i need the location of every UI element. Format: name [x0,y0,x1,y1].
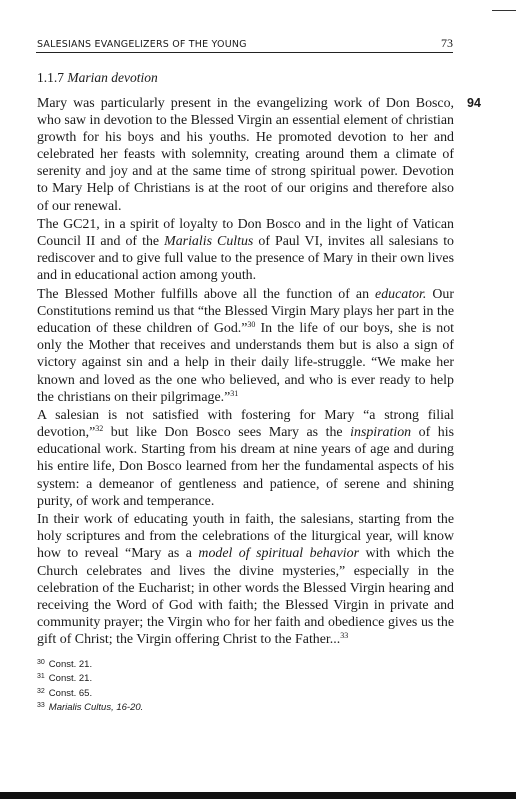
italic-text: model of spiritual behavior [198,546,359,562]
footnote-reference: 32 [95,424,104,434]
paragraph-text: of his educational work. Starting from his dream at nine years of age and during his entire life, Don Bosco learned from her the fundamental aspects of his system: a demeanor of gentleness and patience, of serene and shining purity, of work and temperance. [37,425,454,509]
paragraph-text: The Blessed Mother fulfills above all the function of an [37,287,376,303]
footnote-text: Const. 21. [48,673,93,685]
paragraph-text: A salesian is not satisfied with fostering for Mary “a strong filial devotion,” [37,408,454,441]
footnote-mark: 32 [37,687,45,695]
footnote [37,657,454,671]
body-paragraph [37,407,454,510]
corner-rule [492,10,516,11]
paragraph-text: with which the Church celebrates and lives the divine mysteries,” especially in the celebration of the Eucharist; in other words the Blessed Virgin hearing and receiving the Word of God with faith; the Blessed Virgin in private and community prayer; the Virgin who for her faith and obedience gives us the gift of Christ; the Virgin offering Christ to the Father... [37,546,454,647]
body-paragraph [37,511,454,648]
bottom-border [0,792,516,799]
running-header [37,36,453,51]
italic-text: educator. [375,287,427,303]
footnotes [37,657,454,715]
footnote [37,686,454,700]
footnote-reference: 30 [247,320,256,330]
footnote-text: Const. 21. [48,659,93,670]
paragraph-text: In their work of educating youth in faith, the salesians, starting from the holy scriptures and from the celebrations of the liturgical year, will know how to reveal “Mary as a [37,512,454,562]
section-title: Marian devotion [67,70,158,85]
running-title: SALESIANS EVANGELIZERS OF THE YOUNG [37,39,247,50]
margin-paragraph-number: 94 [467,96,481,110]
paragraph-text: of Paul VI, invites all salesians to rediscover and to give full value to the presence of Mary in their own lives and in educational action among youth. [37,234,455,284]
paragraph-text: The GC21, in a spirit of loyalty to Don Bosco and in the light of Vatican Council II and of the [37,217,454,250]
footnote-text: Const. 65. [48,687,93,699]
body-paragraph [37,286,454,406]
italic-text: inspiration [350,425,412,441]
section-heading [37,70,158,86]
footnote-text: Marialis Cultus, 16-20. [48,702,144,714]
footnote-mark: 30 [37,659,45,666]
footnote-mark: 31 [37,673,45,681]
paragraph-text: Mary was particularly present in the evangelizing work of Don Bosco, who saw in devotion to the Blessed Virgin an essential element of christian growth for his boys and his youths. He promoted devotion to her and celebrated her feasts with solemnity, creating around them a climate of serenity and joy and at the same time of strong spiritual power. Devotion to Mary Help of Christians is at the root of our origins and therefore also of our renewal. [37,96,454,214]
paragraph-text: but like Don Bosco sees Mary as the [103,425,351,441]
body-paragraph [37,95,454,215]
footnote-mark: 33 [37,702,45,710]
body-text [37,95,454,650]
body-paragraph [37,216,454,284]
page-number: 73 [441,36,453,50]
section-number: 1.1.7 [37,70,64,85]
paragraph-text: Our Constitutions remind us that “the Blessed Virgin Mary plays her part in the education of these children of God.” [37,287,454,337]
footnote [37,700,454,714]
paragraph-text: In the life of our boys, she is not only the Mother that receives and understands them but is also a sign of victory against sin and a help in their daily life-struggle. “We make her known and loved as the one who believed, and who is ever ready to help the christians on their pilgrimage.” [37,321,454,405]
italic-text: Marialis Cultus [164,234,254,250]
footnote [37,671,454,685]
header-rule [36,52,453,53]
footnote-reference: 31 [230,388,239,398]
footnote-reference: 33 [340,630,349,640]
